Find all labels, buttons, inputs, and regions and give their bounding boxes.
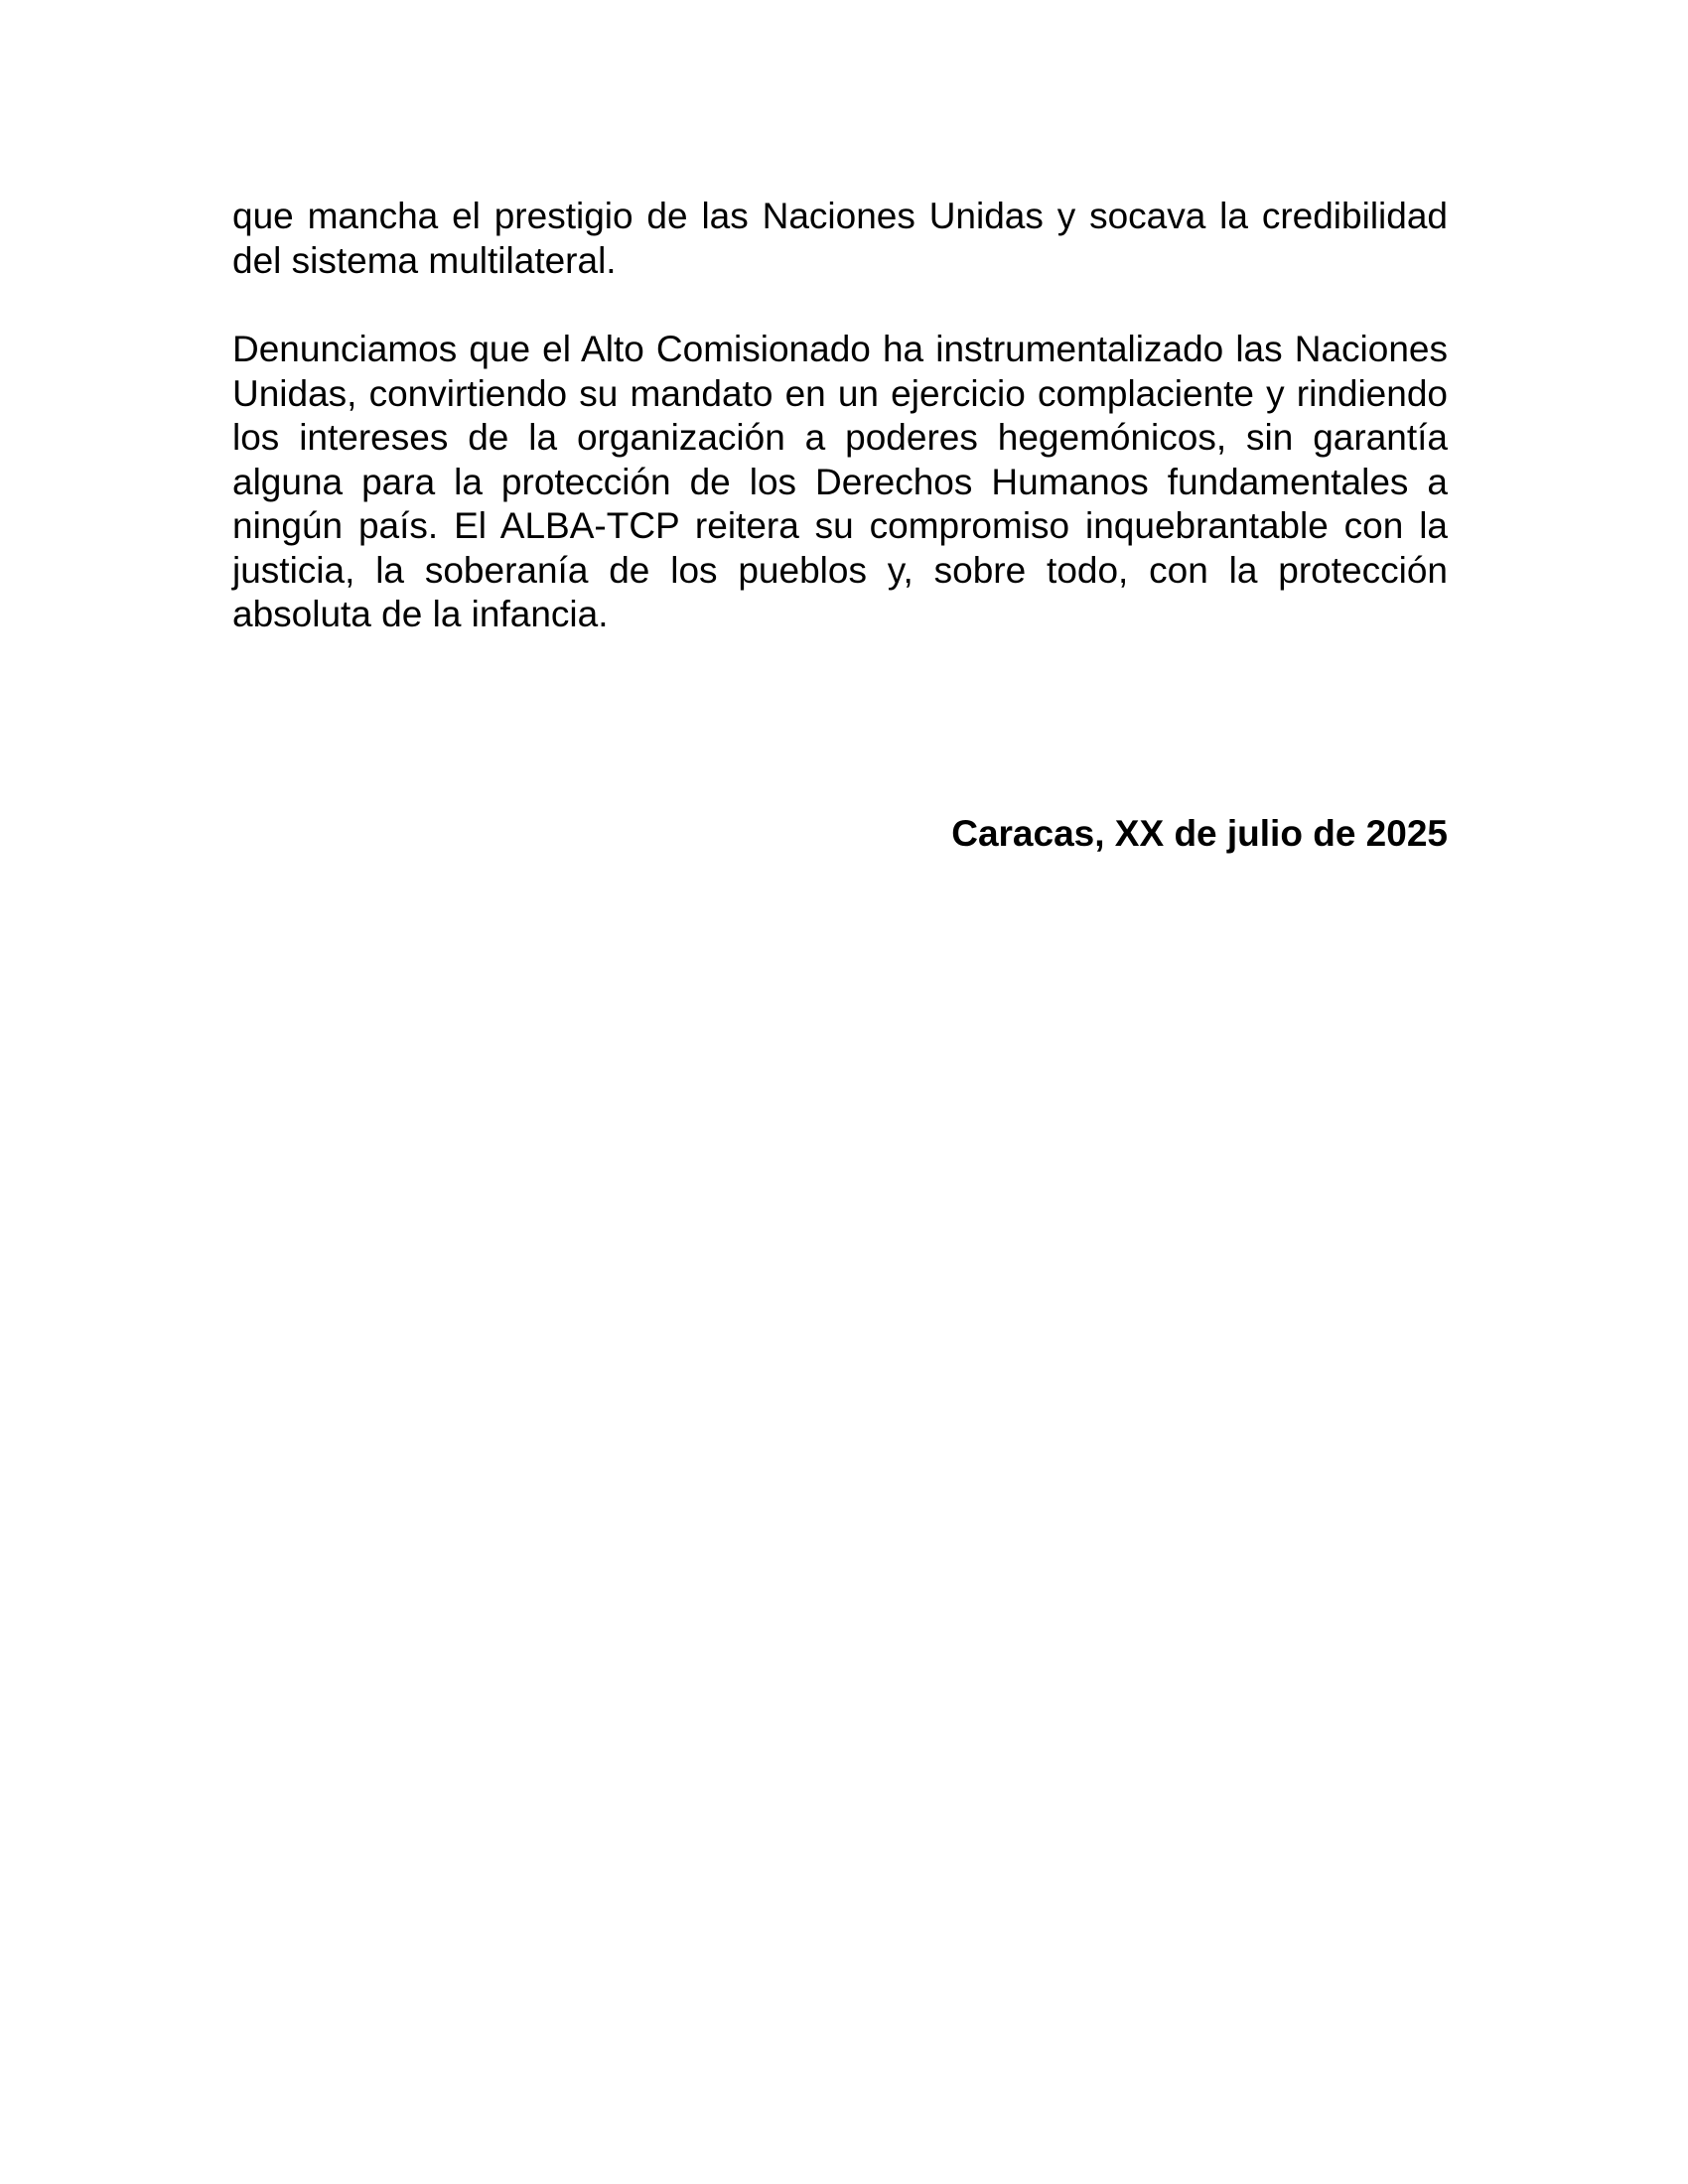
- place-date-line: Caracas, XX de julio de 2025: [951, 813, 1448, 854]
- paragraph-continuation: que mancha el prestigio de las Naciones Unidas y socava la credibilidad del sistema multilateral.: [232, 196, 1448, 281]
- paragraph-denunciation: Denunciamos que el Alto Comisionado ha instrumentalizado las Naciones Unidas, convirtiendo su mandato en un ejercicio complaciente y rindiendo los intereses de la organización a poderes hegemónicos, sin garantía alguna para la protección de los Derechos Humanos fundamentales a ningún país. El ALBA-TCP reitera su compromiso inquebrantable con la justicia, la soberanía de los pueblos y, sobre todo, con la protección absoluta de la infancia.: [232, 329, 1448, 634]
